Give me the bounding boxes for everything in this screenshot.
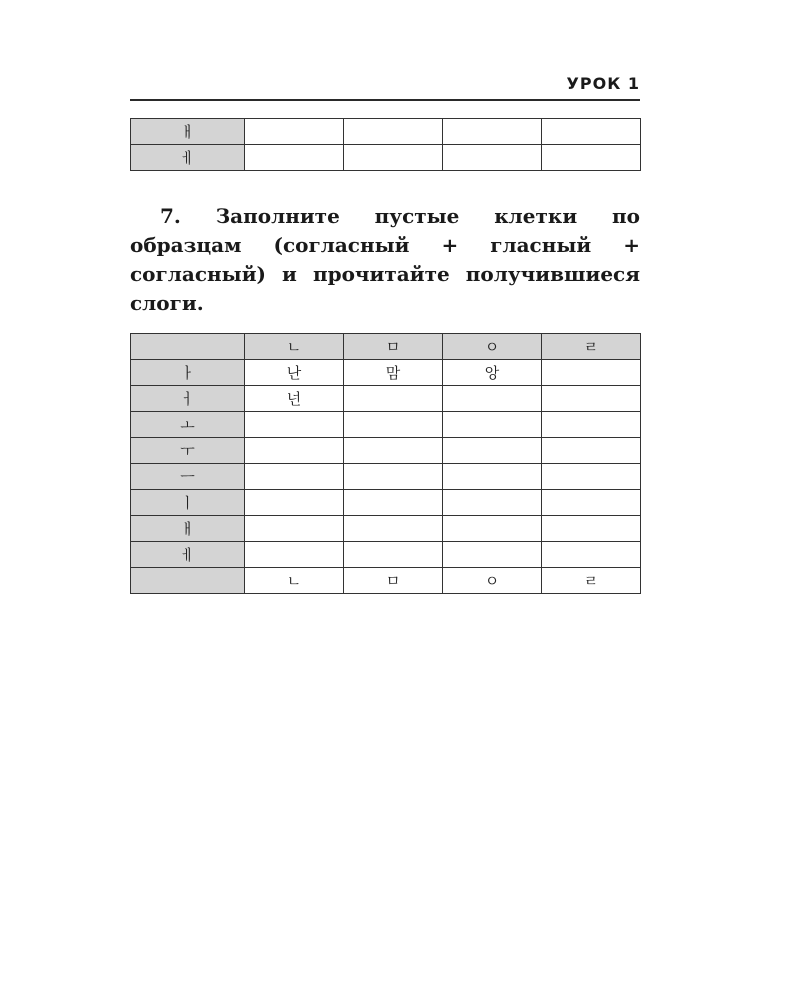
header-row (131, 334, 641, 360)
table-cell (245, 412, 344, 438)
table-cell (542, 516, 641, 542)
table-cell (245, 490, 344, 516)
table-cell (542, 490, 641, 516)
exercise-text: Заполните пустые клетки по образцам (согласный + гласный + согласный) и прочитайте получившиеся слоги. (130, 204, 640, 315)
table-cell (245, 516, 344, 542)
footer-row (131, 568, 641, 594)
row-label: ㅐ (131, 516, 245, 542)
table-row (131, 490, 641, 516)
table-cell (344, 145, 443, 171)
table-cell (443, 145, 542, 171)
row-label: ㅔ (131, 145, 245, 171)
table-cell (443, 516, 542, 542)
lesson-title: УРОК 1 (566, 74, 640, 93)
table-cell (443, 119, 542, 145)
table-cell (443, 542, 542, 568)
table-cell (542, 386, 641, 412)
table-cell (443, 386, 542, 412)
table-cell (245, 119, 344, 145)
row-label: ㅓ (131, 386, 245, 412)
corner-cell (131, 334, 245, 360)
row-label: ㅜ (131, 438, 245, 464)
table-cell (344, 464, 443, 490)
column-header: ㄴ (245, 334, 344, 360)
table-cell (245, 542, 344, 568)
table-cell (542, 145, 641, 171)
column-footer: ㄴ (245, 568, 344, 594)
syllable-table (130, 333, 641, 594)
table-cell (245, 464, 344, 490)
table-cell: 맘 (344, 360, 443, 386)
table-cell (542, 119, 641, 145)
table-cell (245, 438, 344, 464)
table-row (131, 145, 641, 171)
table-cell (443, 490, 542, 516)
table-cell (542, 438, 641, 464)
table-cell (344, 516, 443, 542)
row-label: ㅡ (131, 464, 245, 490)
table-cell (443, 438, 542, 464)
row-label: ㅔ (131, 542, 245, 568)
table-cell (245, 145, 344, 171)
table-cell (344, 542, 443, 568)
column-footer: ㅇ (443, 568, 542, 594)
table-cell (542, 412, 641, 438)
table-row (131, 542, 641, 568)
exercise-number: 7. (160, 204, 181, 228)
table-cell (344, 412, 443, 438)
column-footer: ㅁ (344, 568, 443, 594)
table-cell (542, 464, 641, 490)
table-cell: 난 (245, 360, 344, 386)
table-row (131, 516, 641, 542)
table-cell (344, 438, 443, 464)
exercise-instruction (130, 202, 640, 318)
table-cell (542, 542, 641, 568)
row-label: ㅐ (131, 119, 245, 145)
table-cell: 넌 (245, 386, 344, 412)
table-row (131, 119, 641, 145)
row-label: ㅗ (131, 412, 245, 438)
table-row (131, 360, 641, 386)
table-cell (344, 119, 443, 145)
table-row (131, 386, 641, 412)
table-cell (443, 464, 542, 490)
table-cell (344, 386, 443, 412)
table-row (131, 438, 641, 464)
column-header: ㅇ (443, 334, 542, 360)
table-cell (344, 490, 443, 516)
table-cell (542, 360, 641, 386)
corner-cell (131, 568, 245, 594)
row-label: ㅏ (131, 360, 245, 386)
table-cell: 앙 (443, 360, 542, 386)
top-table (130, 118, 641, 171)
column-footer: ㄹ (542, 568, 641, 594)
table-row (131, 464, 641, 490)
column-header: ㅁ (344, 334, 443, 360)
row-label: ㅣ (131, 490, 245, 516)
header-divider (130, 99, 640, 101)
table-row (131, 412, 641, 438)
table-cell (443, 412, 542, 438)
column-header: ㄹ (542, 334, 641, 360)
